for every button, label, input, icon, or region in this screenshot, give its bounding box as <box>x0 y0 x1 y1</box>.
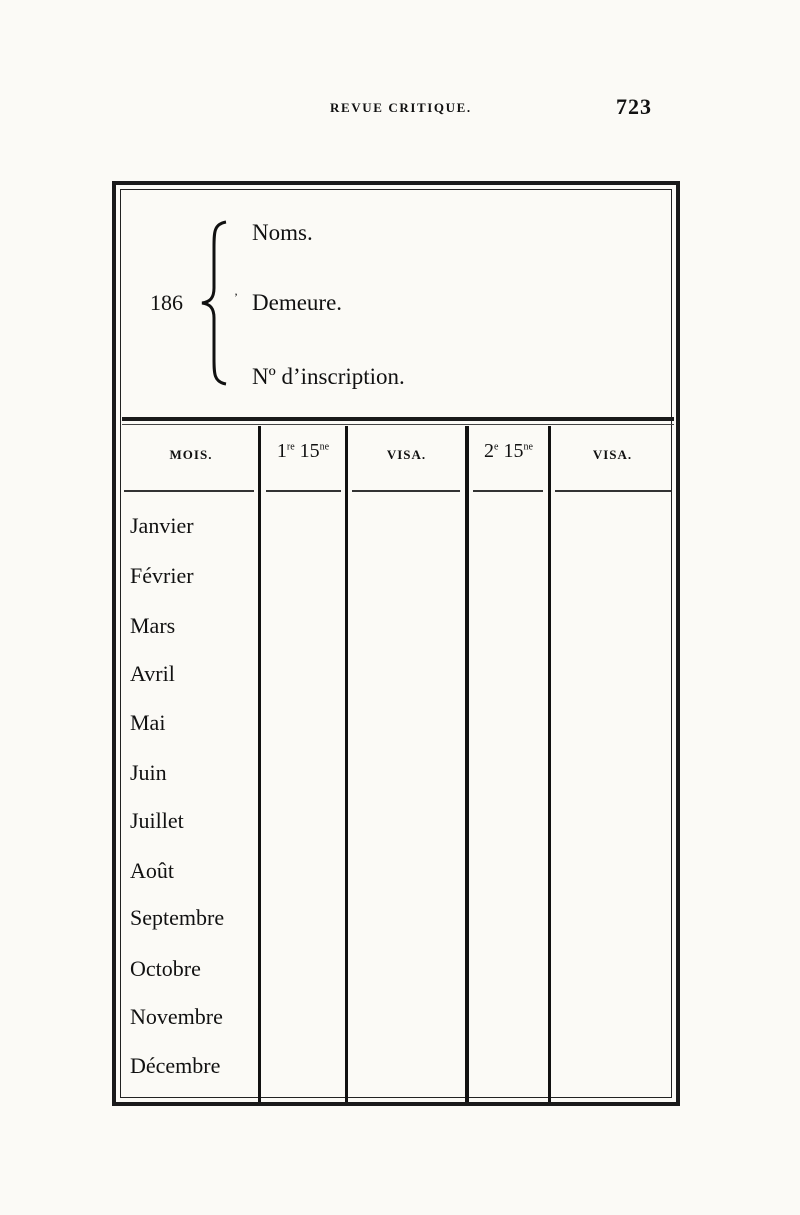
col-line-4 <box>548 426 551 1102</box>
head-underline-first <box>266 490 341 492</box>
page-number: 723 <box>616 94 652 119</box>
decorative-dot: ’ <box>234 290 238 304</box>
month-mai: Mai <box>130 710 166 735</box>
month-octobre: Octobre <box>130 956 201 981</box>
month-fevrier: Février <box>130 563 194 588</box>
head-underline-months <box>124 490 254 492</box>
second-fortnight-ne: ne <box>523 441 533 453</box>
second-fortnight-15: 15 <box>503 440 524 462</box>
col-head-first-fortnight <box>261 440 345 463</box>
col-line-2 <box>345 426 348 1102</box>
first-fortnight-15: 15 <box>299 440 320 462</box>
col-head-visa-2: VISA. <box>592 447 633 462</box>
month-avril: Avril <box>130 661 175 686</box>
month-juillet: Juillet <box>130 808 184 833</box>
month-septembre: Septembre <box>130 905 225 930</box>
second-fortnight-sup: e <box>494 441 499 453</box>
col-head-second-fortnight <box>469 440 548 463</box>
field-demeure: Demeure. <box>252 290 343 315</box>
head-underline-second <box>473 490 543 492</box>
field-inscription: Nº d’inscription. <box>252 364 405 389</box>
month-mars: Mars <box>130 613 176 638</box>
year-label: 186 <box>150 290 183 315</box>
first-fortnight-num: 1 <box>276 440 287 462</box>
col-line-3 <box>465 426 469 1102</box>
second-fortnight-num: 2 <box>484 440 495 462</box>
col-line-1 <box>258 426 261 1102</box>
head-underline-visa2 <box>555 490 671 492</box>
header-rule <box>122 417 674 421</box>
col-head-visa-1: VISA. <box>386 447 427 462</box>
running-head: REVUE CRITIQUE. <box>330 100 472 115</box>
month-juin: Juin <box>130 760 167 785</box>
month-janvier: Janvier <box>130 513 194 538</box>
month-novembre: Novembre <box>130 1004 223 1029</box>
month-aout: Août <box>130 858 174 883</box>
field-noms: Noms. <box>252 220 313 245</box>
curly-brace <box>200 218 230 388</box>
month-decembre: Décembre <box>130 1053 221 1078</box>
first-fortnight-ne: ne <box>319 441 330 453</box>
first-fortnight-sup: re <box>286 441 295 453</box>
head-underline-visa1 <box>352 490 460 492</box>
header-rule-thin <box>122 424 674 425</box>
col-head-months: MOIS. <box>169 447 213 462</box>
